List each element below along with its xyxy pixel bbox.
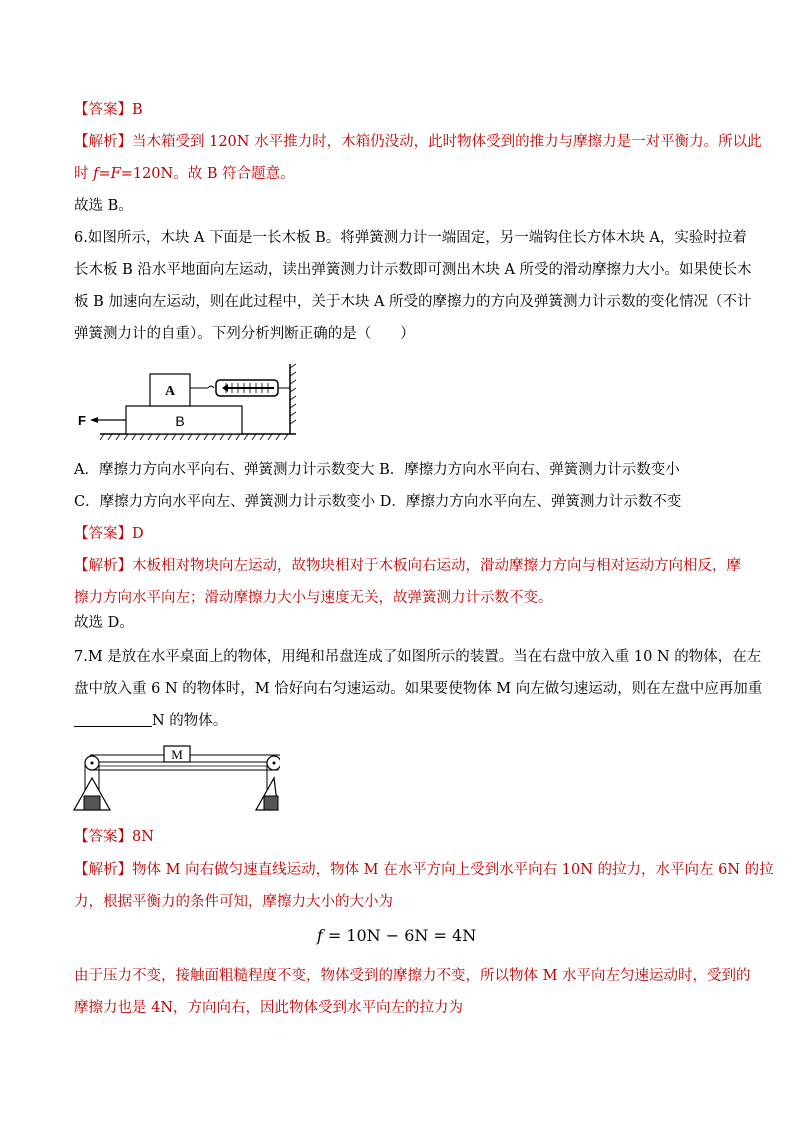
analysis-text: 时	[74, 166, 94, 182]
q6-options-line-2: C．摩擦力方向水平向左、弹簧测力计示数变小 D．摩擦力方向水平向左、弹簧测力计示数不变	[74, 494, 682, 510]
q6-analysis-line-2: 擦力方向水平向左；滑动摩擦力大小与速度无关，故弹簧测力计示数不变。	[74, 590, 553, 606]
q6-stem-line-4: 弹簧测力计的自重）。下列分析判断正确的是（ ）	[74, 326, 415, 342]
answer-value: D	[132, 526, 144, 542]
analysis-text: =120N。故 B 符合题意。	[120, 166, 295, 182]
q6-answer-line	[74, 524, 144, 544]
analysis-text: 物体 M 向右做匀速直线运动，物体 M 在水平方向上受到水平向右 10N 的拉力，水平向左 6N 的拉	[132, 862, 774, 878]
formula-var-f: f	[316, 926, 323, 945]
q6-analysis-line-1	[74, 556, 741, 576]
q7-stem-line-2: 盘中放入重 6 N 的物体时，M 恰好向右匀速运动。如果要使物体 M 向左做匀速运动，则在左盘中应再加重	[74, 681, 763, 697]
q6-conclusion: 故选 D。	[74, 615, 134, 631]
q5-analysis-line-1	[74, 132, 762, 152]
q7-analysis-line-4: 摩擦力也是 4N，方向向右，因此物体受到水平向左的拉力为	[74, 1000, 464, 1016]
analysis-text: 当木箱受到 120N 水平推力时，木箱仍没动，此时物体受到的推力与摩擦力是一对平衡力。所以此	[132, 134, 762, 150]
q7-stem-line-3	[74, 711, 227, 731]
q7-analysis-line-3: 由于压力不变，接触面粗糙程度不变，物体受到的摩擦力不变，所以物体 M 水平向左匀速运动时，受到的	[74, 968, 751, 984]
q6-options-line-1: A．摩擦力方向水平向右、弹簧测力计示数变大 B．摩擦力方向水平向右、弹簧测力计示数变小	[74, 462, 680, 478]
q7-stem-line-1: 7.M 是放在水平桌面上的物体，用绳和吊盘连成了如图所示的装置。当在右盘中放入重 10 N 的物体，在左	[74, 649, 762, 665]
analysis-text: 木板相对物块向左运动，故物块相对于木板向右运动，滑动摩擦力方向与相对运动方向相反，摩	[132, 558, 741, 574]
answer-tag: 【答案】	[74, 102, 132, 118]
analysis-tag: 【解析】	[74, 862, 132, 878]
board-b-label: B	[175, 413, 185, 429]
math-var-F: F	[110, 166, 121, 182]
q7-answer-line	[74, 827, 154, 847]
answer-value: B	[132, 102, 143, 118]
q7-pulley-diagram	[70, 744, 280, 814]
q5-analysis-line-2	[74, 164, 295, 184]
friction-formula	[0, 926, 793, 945]
answer-value: 8N	[132, 829, 154, 845]
q6-stem-line-1: 6.如图所示，木块 A 下面是一长木板 B。将弹簧测力计一端固定，另一端钩住长方体木块 A，实验时拉着	[74, 230, 747, 246]
force-f-label: F	[78, 413, 86, 428]
q7-analysis-line-1	[74, 860, 774, 880]
analysis-tag: 【解析】	[74, 558, 132, 574]
block-m-label: M	[171, 747, 183, 762]
q7-analysis-line-2: 力，根据平衡力的条件可知，摩擦力大小的大小为	[74, 894, 393, 910]
analysis-tag: 【解析】	[74, 134, 132, 150]
q6-friction-diagram	[76, 362, 306, 442]
q6-stem-line-3: 板 B 加速向左运动，则在此过程中，关于木块 A 所受的摩擦力的方向及弹簧测力计示数的变化情况（不计	[74, 294, 752, 310]
math-var-f: f	[93, 166, 99, 182]
q5-conclusion: 故选 B。	[74, 198, 133, 214]
math-eq: =	[98, 166, 111, 182]
q6-stem-line-2: 长木板 B 沿水平地面向左运动，读出弹簧测力计示数即可测出木块 A 所受的滑动摩擦力大小。如果使长木	[74, 262, 752, 278]
fill-blank[interactable]	[74, 712, 152, 727]
formula-rest: = 10N − 6N = 4N	[322, 926, 477, 945]
answer-tag: 【答案】	[74, 829, 132, 845]
stem-text: N 的物体。	[152, 713, 228, 729]
q5-answer-line	[74, 100, 143, 120]
block-a-label: A	[164, 384, 176, 399]
answer-tag: 【答案】	[74, 526, 132, 542]
